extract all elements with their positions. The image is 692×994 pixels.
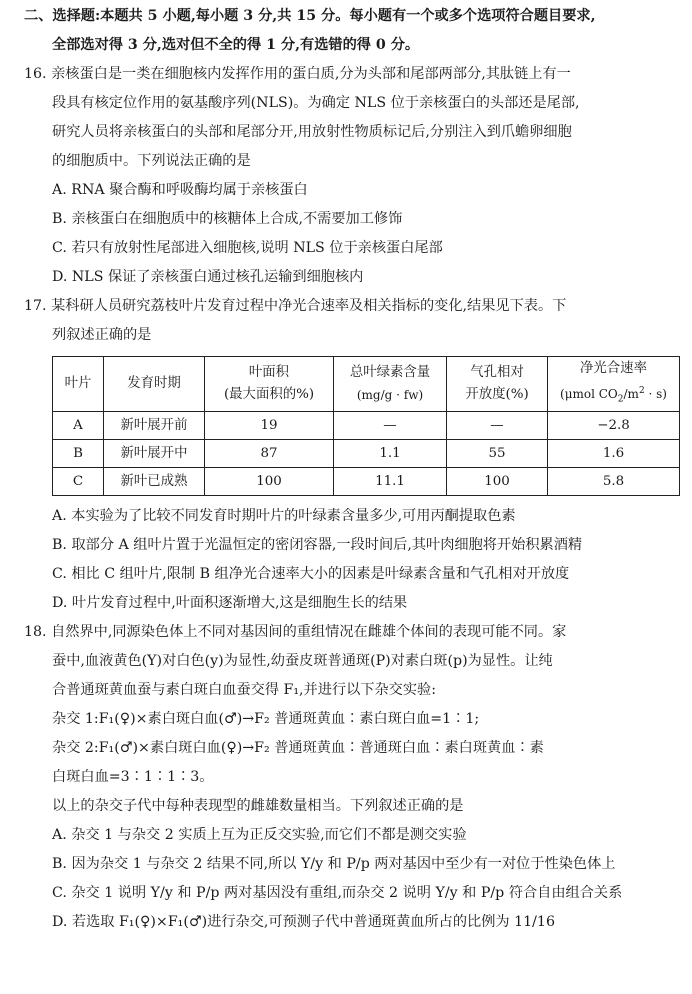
- q18-option-b: B. 因为杂交 1 与杂交 2 结果不同,所以 Y/y 和 P/p 两对基因中至少有一对位于性染色体上: [52, 856, 616, 872]
- q18-stem-line: 18. 自然界中,同源染色体上不同对基因间的重组情况在雌雄个体间的表现可能不同。家: [24, 624, 567, 640]
- cell-chlorophyll: —: [334, 412, 447, 440]
- q17-option-c: C. 相比 C 组叶片,限制 B 组净光合速率大小的因素是叶绿素含量和气孔相对开放度: [52, 566, 570, 582]
- exam-page: [0, 2, 692, 994]
- question-17: [24, 292, 678, 618]
- q18-stem-line: 蚕中,血液黄色(Y)对白色(y)为显性,幼蚕皮斑普通斑(P)对素白斑(p)为显性。让纯: [52, 653, 553, 669]
- section-heading-line1: 二、选择题:本题共 5 小题,每小题 3 分,共 15 分。每小题有一个或多个选项符合题目要求,: [24, 8, 596, 24]
- cell-leaf: C: [53, 468, 104, 496]
- cell-stomata: —: [447, 412, 548, 440]
- cell-area: 87: [205, 440, 334, 468]
- cell-rate: 5.8: [548, 468, 680, 496]
- q16-stem-line: 的细胞质中。下列说法正确的是: [52, 153, 251, 169]
- q16-option-a: A. RNA 聚合酶和呼吸酶均属于亲核蛋白: [52, 182, 308, 198]
- q17-option-a: A. 本实验为了比较不同发育时期叶片的叶绿素含量多少,可用丙酮提取色素: [52, 508, 516, 524]
- table-row: [53, 412, 680, 440]
- header-leaf-area: 叶面积 (最大面积的%): [205, 357, 334, 412]
- cell-rate: −2.8: [548, 412, 680, 440]
- cell-leaf: B: [53, 440, 104, 468]
- table-header-row: [53, 357, 680, 412]
- table-row: [53, 440, 680, 468]
- q16-stem-line: 段具有核定位作用的氨基酸序列(NLS)。为确定 NLS 位于亲核蛋白的头部还是尾部,: [52, 95, 580, 111]
- header-stomata: 气孔相对 开放度(%): [447, 357, 548, 412]
- q16-option-b: B. 亲核蛋白在细胞质中的核糖体上合成,不需要加工修饰: [52, 211, 403, 227]
- cell-leaf: A: [53, 412, 104, 440]
- q18-stem-line: 以上的杂交子代中每种表现型的雌雄数量相当。下列叙述正确的是: [52, 798, 464, 814]
- header-stage: 发育时期: [104, 357, 205, 412]
- cell-stage: 新叶已成熟: [104, 468, 205, 496]
- cell-rate: 1.6: [548, 440, 680, 468]
- q17-stem-line: 列叙述正确的是: [52, 327, 152, 343]
- question-18: [24, 618, 678, 937]
- section-heading-line2: 全部选对得 3 分,选对但不全的得 1 分,有选错的得 0 分。: [52, 37, 420, 53]
- q16-stem-line: 研究人员将亲核蛋白的头部和尾部分开,用放射性物质标记后,分别注入到爪蟾卵细胞: [52, 124, 572, 140]
- q17-stem-line: 17. 某科研人员研究荔枝叶片发育过程中净光合速率及相关指标的变化,结果见下表。下: [24, 298, 567, 314]
- header-chlorophyll: 总叶绿素含量 (mg/g · fw): [334, 357, 447, 412]
- cell-stage: 新叶展开中: [104, 440, 205, 468]
- q16-stem-line: 16. 亲核蛋白是一类在细胞核内发挥作用的蛋白质,分为头部和尾部两部分,其肽链上有一: [24, 66, 571, 82]
- q16-option-d: D. NLS 保证了亲核蛋白通过核孔运输到细胞核内: [52, 269, 364, 285]
- q18-option-d: D. 若选取 F₁(♀)×F₁(♂)进行杂交,可预测子代中普通斑黄血所占的比例为 11/16: [52, 914, 555, 930]
- q16-option-c: C. 若只有放射性尾部进入细胞核,说明 NLS 位于亲核蛋白尾部: [52, 240, 443, 256]
- cell-area: 19: [205, 412, 334, 440]
- q17-option-d: D. 叶片发育过程中,叶面积逐渐增大,这是细胞生长的结果: [52, 595, 408, 611]
- q18-cross-2: 杂交 2:F₁(♂)×素白斑白血(♀)→F₂ 普通斑黄血∶普通斑白血∶素白斑黄血∶素: [52, 740, 544, 756]
- q18-cross-2-cont: 白斑白血=3∶1∶1∶3。: [52, 769, 214, 785]
- cell-chlorophyll: 11.1: [334, 468, 447, 496]
- q17-option-b: B. 取部分 A 组叶片置于光温恒定的密闭容器,一段时间后,其叶肉细胞将开始积累酒精: [52, 537, 583, 553]
- leaf-data-table: [52, 356, 680, 496]
- header-leaf: 叶片: [53, 357, 104, 412]
- q18-option-a: A. 杂交 1 与杂交 2 实质上互为正反交实验,而它们不都是测交实验: [52, 827, 467, 843]
- cell-area: 100: [205, 468, 334, 496]
- cell-stage: 新叶展开前: [104, 412, 205, 440]
- question-16: [24, 60, 678, 292]
- q18-stem-line: 合普通斑黄血蚕与素白斑白血蚕交得 F₁,并进行以下杂交实验:: [52, 682, 437, 698]
- cell-stomata: 55: [447, 440, 548, 468]
- table-row: [53, 468, 680, 496]
- header-net-photosynthesis: 净光合速率 (μmol $CO_2/m^2 \cdot s$): [548, 357, 680, 412]
- q18-option-c: C. 杂交 1 说明 Y/y 和 P/p 两对基因没有重组,而杂交 2 说明 Y/y 和 P/p 符合自由组合关系: [52, 885, 623, 901]
- q18-cross-1: 杂交 1:F₁(♀)×素白斑白血(♂)→F₂ 普通斑黄血∶素白斑白血=1∶1;: [52, 711, 480, 727]
- cell-stomata: 100: [447, 468, 548, 496]
- cell-chlorophyll: 1.1: [334, 440, 447, 468]
